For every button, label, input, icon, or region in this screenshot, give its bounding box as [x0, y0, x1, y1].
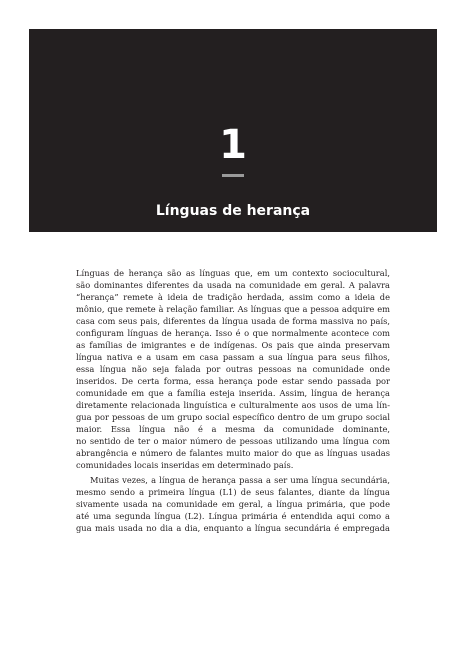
paragraph-1	[76, 267, 390, 471]
text-line: comunidade em que a família esteja inserida. Assim, língua de herança	[76, 388, 390, 398]
text-line: maior. Essa língua não é a mesma da comunidade dominante,	[76, 424, 390, 434]
text-line: inseridos. De certa forma, essa herança pode estar sendo passada por	[76, 376, 390, 386]
text-line: essa língua não seja falada por outras pessoas na comunidade onde	[76, 364, 390, 374]
text-line: no sentido de ter o maior número de pessoas utilizando uma língua com	[76, 436, 390, 446]
text-line: até uma segunda língua (L2). Língua primária é entendida aqui como a	[76, 511, 390, 521]
text-line: as famílias de imigrantes e de indígenas. Os pais que ainda preservam	[76, 340, 390, 350]
text-line: abrangência e número de falantes muito maior do que as línguas usadas	[76, 448, 390, 458]
text-line: configuram línguas de herança. Isso é o que normalmente acontece com	[76, 328, 390, 338]
text-line: Línguas de herança são as línguas que, em um contexto sociocultural,	[76, 268, 390, 278]
paragraph-2	[76, 474, 390, 534]
body-text	[76, 267, 390, 534]
chapter-banner	[29, 29, 437, 232]
text-line: são dominantes diferentes da usada na comunidade em geral. A palavra	[76, 280, 390, 290]
text-line: mesmo sendo a primeira língua (L1) de seus falantes, diante da língua	[76, 487, 390, 497]
text-line: gua mais usada no dia a dia, enquanto a língua secundária é empregada	[76, 523, 390, 533]
text-line: mônio, que remete à relação familiar. As línguas que a pessoa adquire em	[76, 304, 390, 314]
text-line: casa com seus pais, diferentes da língua usada de forma massiva no país,	[76, 316, 390, 326]
chapter-number-underline	[222, 174, 244, 177]
text-line: diretamente relacionada linguística e culturalmente aos usos de uma lín-	[76, 400, 390, 410]
text-line: “herança” remete à ideia de tradição herdada, assim como a ideia de	[76, 292, 390, 302]
text-line: gua por pessoas de um grupo social específico dentro de um grupo social	[76, 412, 390, 422]
text-line: Muitas vezes, a língua de herança passa a ser uma língua secundária,	[90, 475, 390, 485]
text-line: sivamente usada na comunidade em geral, a língua primária, que pode	[76, 499, 390, 509]
text-line: língua nativa e a usam em casa passam a sua língua para seus filhos,	[76, 352, 390, 362]
chapter-number: 1	[219, 122, 247, 168]
text-line: comunidades locais inseridas em determinado país.	[76, 460, 294, 470]
chapter-title: Línguas de herança	[155, 203, 311, 219]
